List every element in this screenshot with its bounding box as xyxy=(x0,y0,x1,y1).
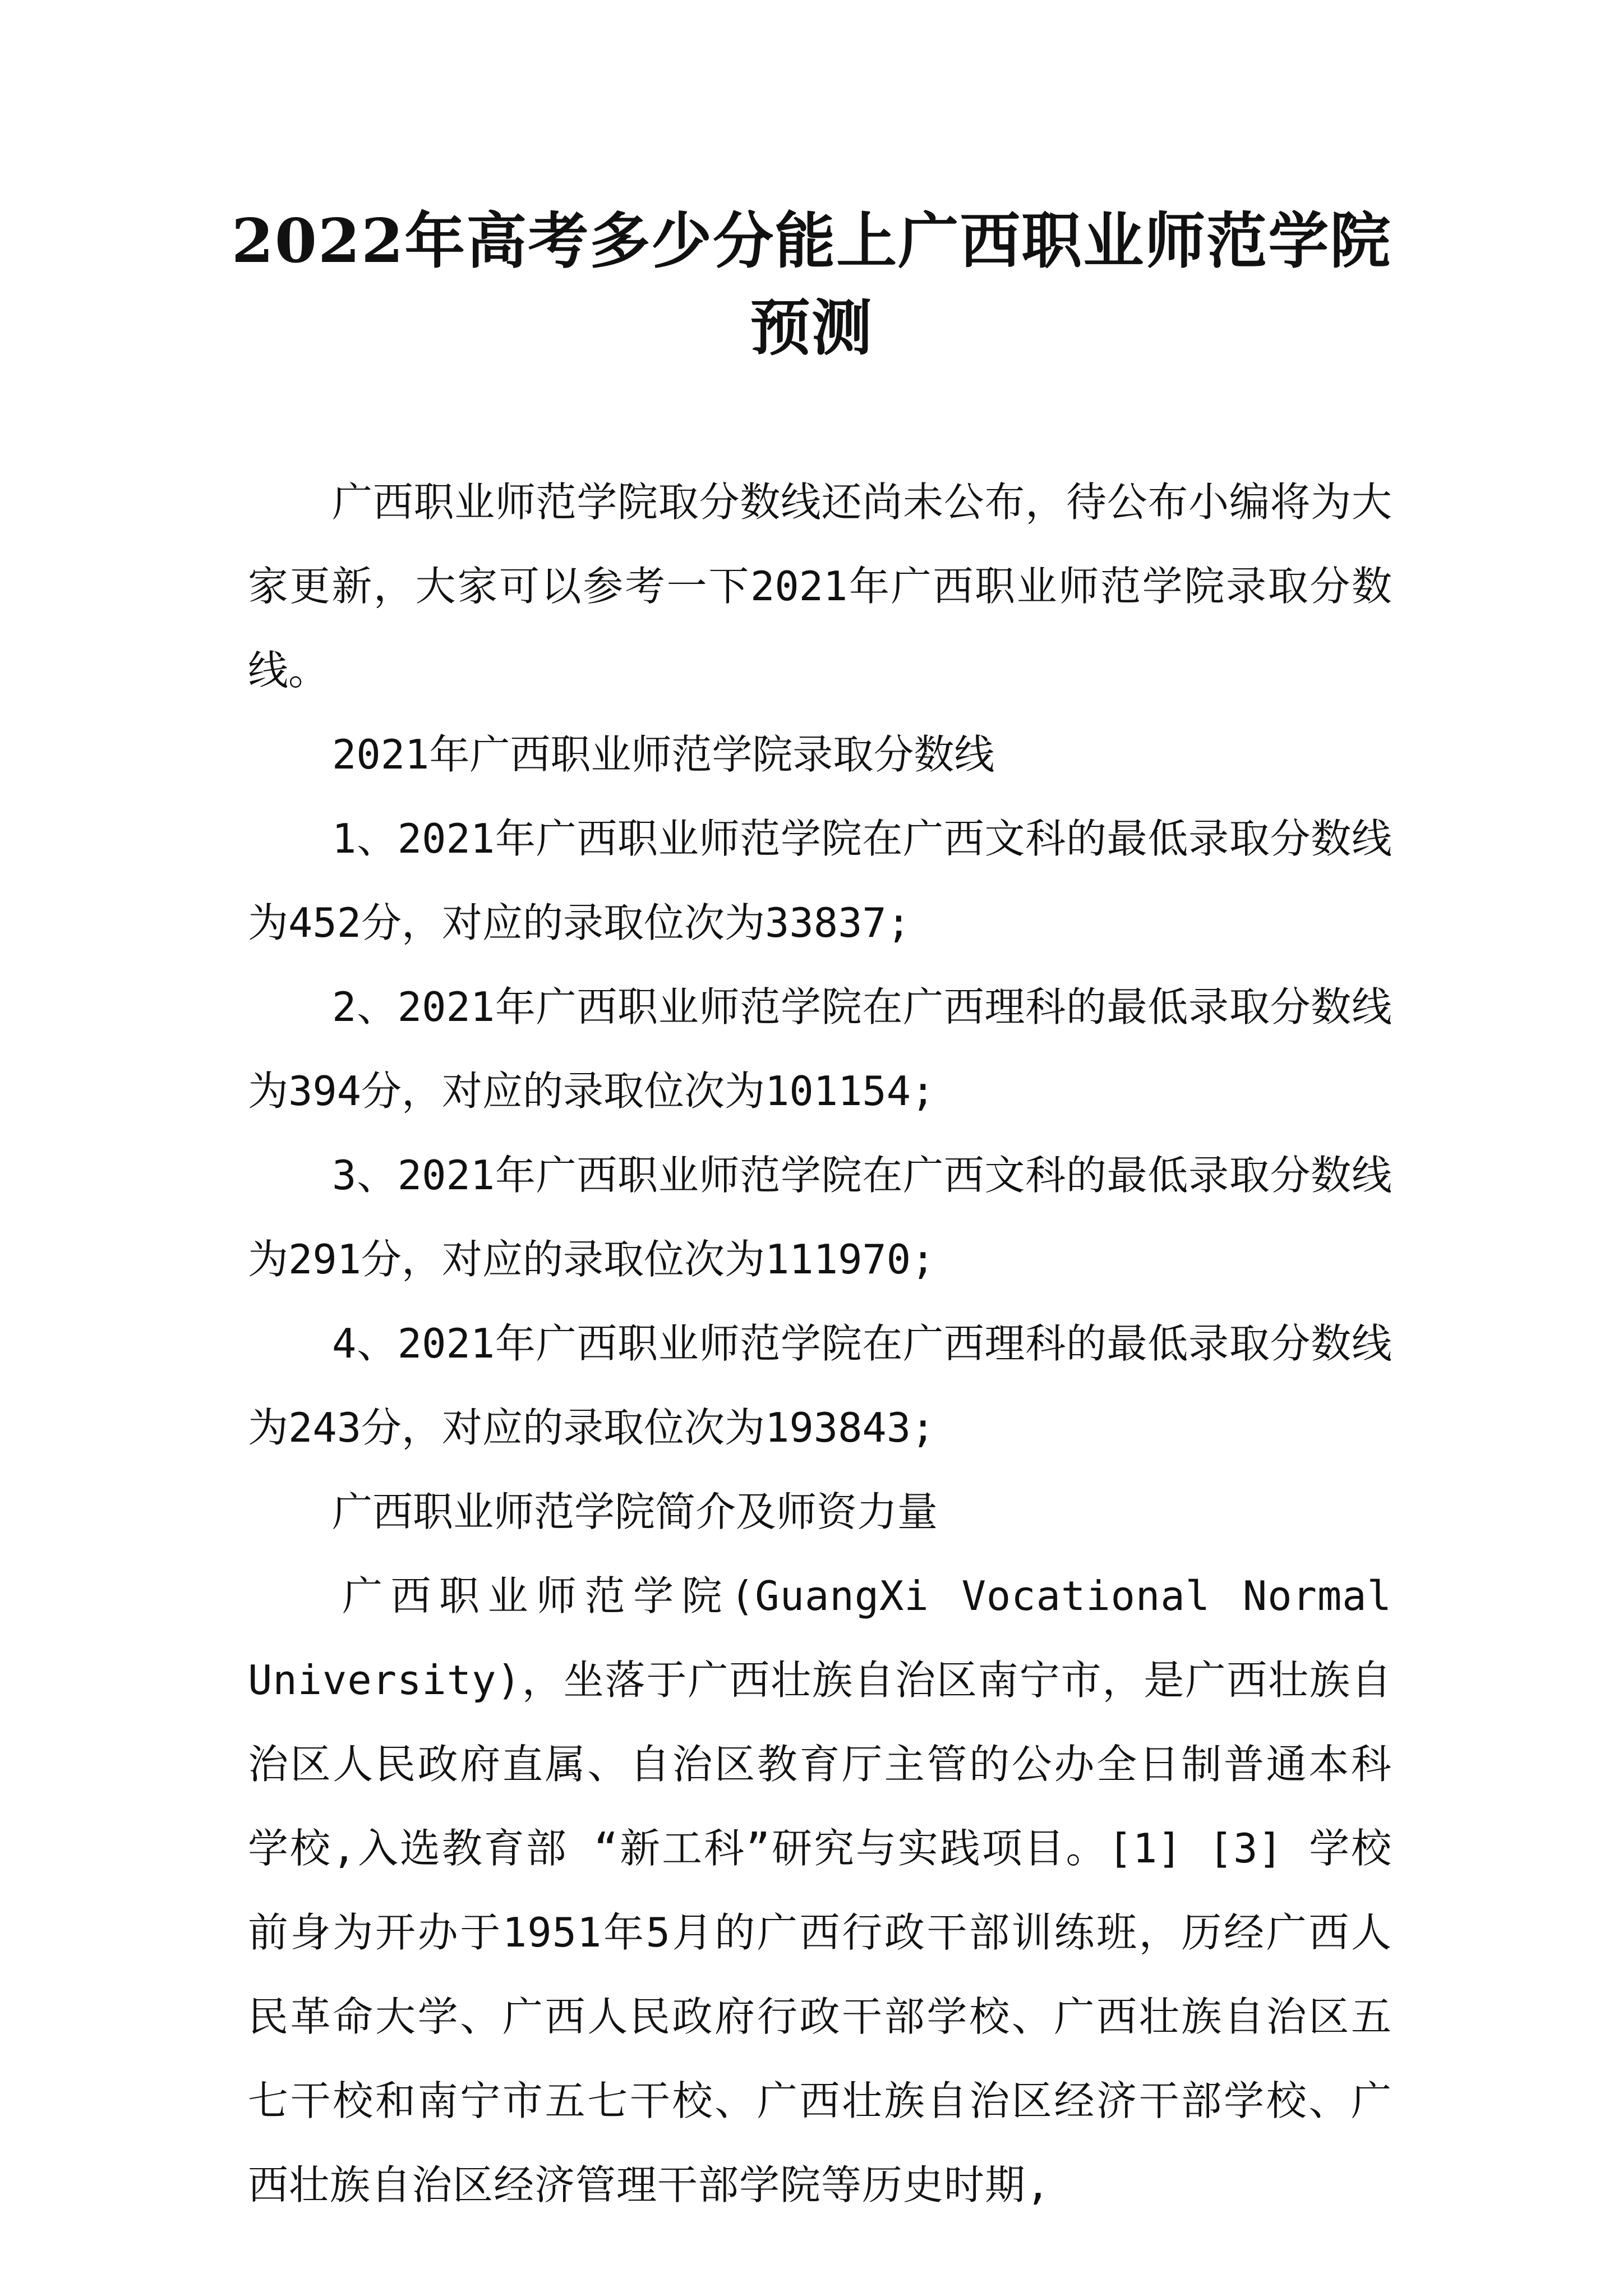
intro-paragraph: 广西职业师范学院取分数线还尚未公布，待公布小编将为大家更新，大家可以参考一下2021年广西职业师范学院录取分数线。 xyxy=(248,478,1392,694)
section-heading-scores: 2021年广西职业师范学院录取分数线 xyxy=(332,731,995,778)
score-item-1: 1、2021年广西职业师范学院在广西文科的最低录取分数线为452分，对应的录取位次为33837; xyxy=(248,815,1392,946)
document-body xyxy=(248,460,1392,2227)
score-item-3: 3、2021年广西职业师范学院在广西文科的最低录取分数线为291分，对应的录取位次为111970; xyxy=(248,1152,1392,1283)
section-heading-intro: 广西职业师范学院简介及师资力量 xyxy=(332,1488,938,1535)
document-title-line-1: 2022年高考多少分能上广西职业师范学院 xyxy=(231,206,1392,277)
document-title-line-2: 预测 xyxy=(749,293,873,364)
score-item-2: 2、2021年广西职业师范学院在广西理科的最低录取分数线为394分，对应的录取位次为101154; xyxy=(248,983,1392,1115)
school-intro-paragraph: 广西职业师范学院(GuangXi Vocational Normal University)，坐落于广西壮族自治区南宁市，是广西壮族自治区人民政府直属、自治区教育厅主管的公办全日制普通本科学校,入选教育部 “新工科”研究与实践项目。[1] [3] 学校前身为开办于1951年5月的广西行政干部训练班，历经广西人民革命大学、广西人民政府行政干部学校、广西壮族自治区五七干校和南宁市五七干校、广西壮族自治区经济干部学校、广西壮族自治区经济管理干部学院等历史时期, xyxy=(248,1572,1392,2208)
score-item-4: 4、2021年广西职业师范学院在广西理科的最低录取分数线为243分，对应的录取位次为193843; xyxy=(248,1320,1392,1451)
